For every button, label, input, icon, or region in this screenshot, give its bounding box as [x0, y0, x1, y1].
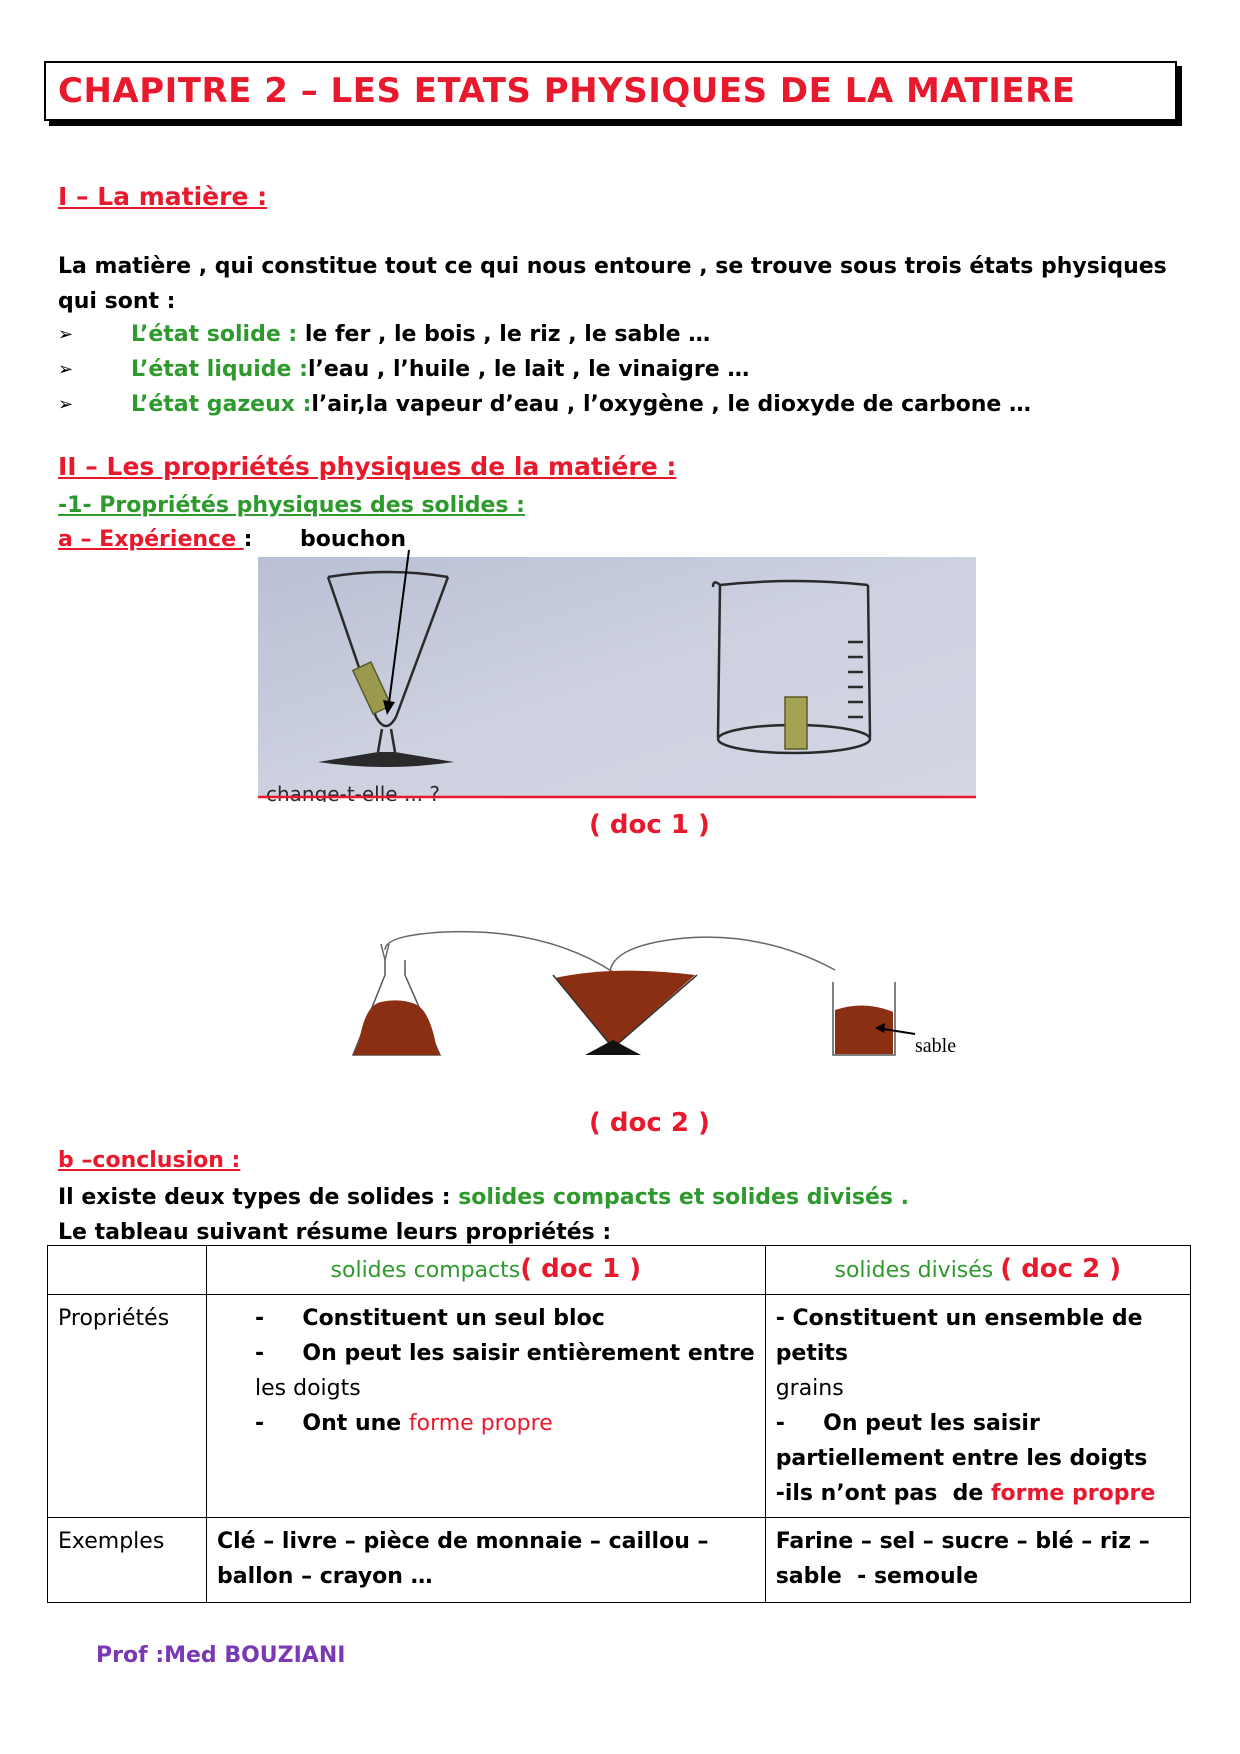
doc1-photo — [258, 557, 976, 802]
state-item-gas — [58, 387, 1188, 422]
author-footer: Prof :Med BOUZIANI — [96, 1643, 346, 1668]
divise-prop-1-cont: grains — [775, 1376, 844, 1401]
state-examples: l’eau , l’huile , le lait , le vinaigre … — [307, 357, 750, 382]
cone-base — [585, 1040, 641, 1055]
row-label-examples: Exemples — [48, 1518, 207, 1603]
intro-paragraph — [58, 249, 1188, 319]
header-divise-label: solides divisés — [834, 1258, 1001, 1283]
compact-examples-cell — [207, 1518, 766, 1603]
divise-properties-cell — [765, 1295, 1190, 1518]
compact-prop-1: - Constituent un seul bloc — [255, 1306, 605, 1331]
sand-in-cone — [555, 971, 695, 1048]
state-label: L’état gazeux : — [131, 392, 312, 417]
header-compact-label: solides compacts — [330, 1258, 521, 1283]
state-item-liquid — [58, 352, 1188, 387]
divise-prop-2: - On peut les saisir — [775, 1411, 1040, 1436]
solids-properties-table — [47, 1245, 1191, 1603]
compact-properties-cell — [207, 1295, 766, 1518]
doc1-illustration — [258, 557, 976, 802]
compact-prop-3-text: - Ont une — [255, 1411, 409, 1436]
bouchon-pointer-arrow — [370, 545, 430, 725]
state-label: L’état liquide : — [131, 357, 308, 382]
bullet-arrow-icon: ➢ — [58, 359, 74, 380]
divise-prop-3 — [776, 1476, 1180, 1511]
table-header-row — [48, 1246, 1191, 1295]
divise-prop-3-text: -ils n’ont pas de — [775, 1481, 991, 1506]
conclusion-label: b –conclusion : — [58, 1148, 241, 1173]
bouchon-label: bouchon — [300, 527, 407, 552]
states-list — [58, 317, 1188, 422]
row-label-properties: Propriétés — [48, 1295, 207, 1518]
arrowhead-icon — [381, 944, 389, 960]
state-item-solid — [58, 317, 1188, 352]
divise-prop-1: - Constituent un ensemble de petits — [775, 1306, 1143, 1366]
experience-label-row — [58, 527, 252, 552]
divise-examples-line-2: sable - semoule — [775, 1564, 979, 1589]
sable-label: sable — [915, 1035, 957, 1057]
conclusion-line-2: Le tableau suivant résume leurs propriétés : — [58, 1220, 612, 1245]
bullet-arrow-icon: ➢ — [58, 324, 74, 345]
chapter-title-box — [44, 61, 1177, 121]
state-examples: l’air,la vapeur d’eau , l’oxygène , le dioxyde de carbone … — [311, 392, 1031, 417]
compact-prop-2-cont: les doigts — [255, 1376, 361, 1401]
doc2-illustration — [345, 930, 985, 1065]
state-label: L’état solide : — [131, 322, 298, 347]
compact-prop-2: - On peut les saisir entièrement entre — [255, 1341, 755, 1366]
cork-in-beaker — [785, 697, 807, 749]
sand-in-flask — [353, 1000, 440, 1055]
table-row-examples — [48, 1518, 1191, 1603]
subsection-solids-heading: -1- Propriétés physiques des solides : — [58, 493, 525, 518]
sand-transfer-drawing — [345, 930, 985, 1065]
experience-label: a – Expérience — [58, 527, 244, 552]
compact-forme-propre: forme propre — [408, 1411, 553, 1436]
divise-forme-propre: forme propre — [990, 1481, 1156, 1506]
header-compact-cell — [207, 1246, 766, 1295]
divise-examples-cell — [765, 1518, 1190, 1603]
photo-caption: change-t-elle ... ? — [266, 782, 441, 802]
doc2-label: ( doc 2 ) — [589, 1108, 710, 1138]
section-1-heading: I – La matière : — [58, 182, 268, 211]
divise-prop-2-cont: partiellement entre les doigts — [775, 1446, 1148, 1471]
header-compact-doc: ( doc 1 ) — [520, 1254, 642, 1284]
compact-prop-3 — [255, 1406, 755, 1441]
doc1-label: ( doc 1 ) — [589, 810, 710, 840]
compact-examples-line-2: ballon – crayon … — [217, 1564, 433, 1589]
compact-examples-line-1: Clé – livre – pièce de monnaie – caillou – — [217, 1529, 709, 1554]
chapter-title: CHAPITRE 2 – LES ETATS PHYSIQUES DE LA MATIERE — [58, 71, 1076, 111]
conclusion-text — [58, 1180, 1188, 1250]
pour-arrow-2 — [610, 937, 835, 972]
conclusion-intro: Il existe deux types de solides : — [58, 1185, 459, 1210]
table-corner-cell — [48, 1246, 207, 1295]
intro-line-2: qui sont : — [58, 289, 176, 314]
header-divise-cell — [765, 1246, 1190, 1295]
experience-colon: : — [243, 527, 253, 552]
section-2-heading: II – Les propriétés physiques de la matiére : — [58, 452, 677, 481]
pour-arrow-1 — [385, 932, 613, 972]
header-divise-doc: ( doc 2 ) — [1000, 1254, 1122, 1284]
bullet-arrow-icon: ➢ — [58, 394, 74, 415]
divise-examples-line-1: Farine – sel – sucre – blé – riz – — [775, 1529, 1150, 1554]
state-examples: le fer , le bois , le riz , le sable … — [297, 322, 711, 347]
intro-line-1: La matière , qui constitue tout ce qui nous entoure , se trouve sous trois états physiques — [58, 254, 1167, 279]
table-row-properties — [48, 1295, 1191, 1518]
conclusion-line-1 — [58, 1180, 1188, 1215]
conclusion-types: solides compacts et solides divisés . — [458, 1185, 910, 1210]
